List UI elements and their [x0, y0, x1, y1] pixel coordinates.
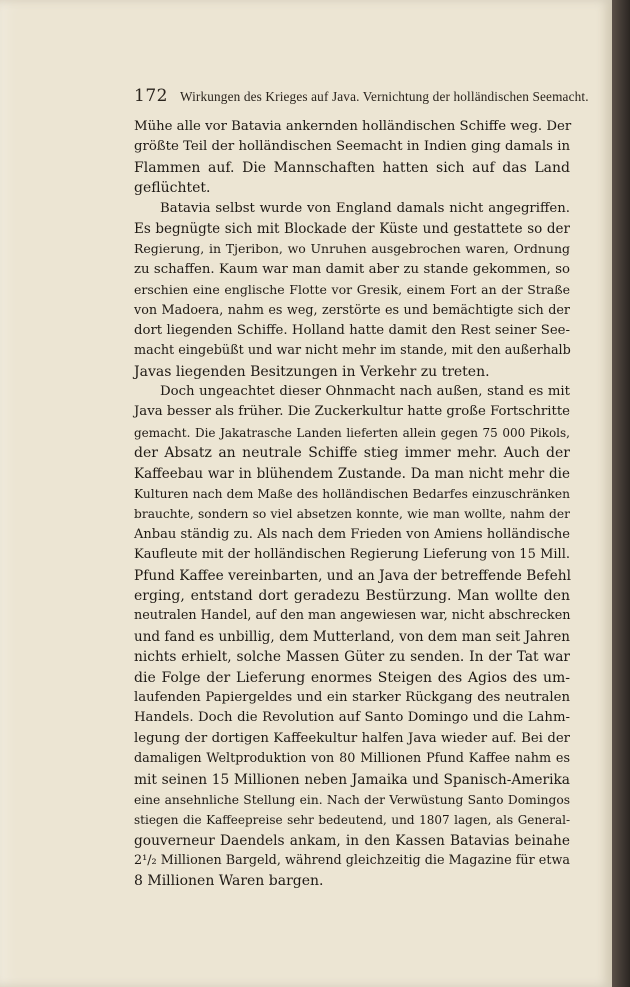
text-line: Mühe alle vor Batavia ankernden holländischen Schiffe weg. Der — [134, 119, 572, 134]
text-line: Kaufleute mit der holländischen Regierung Lieferung von 15 Mill. — [134, 547, 570, 563]
text-line: die Folge der Lieferung enormes Steigen des Agios des um- — [134, 669, 570, 686]
page-number: 172 — [134, 86, 168, 106]
text-line: dort liegenden Schiffe. Holland hatte damit den Rest seiner See- — [134, 322, 570, 338]
text-line: Pfund Kaffee vereinbarten, und an Java der betreffende Befehl — [134, 567, 572, 584]
text-line: Batavia selbst wurde von England damals nicht angegriffen. — [160, 200, 570, 216]
text-line: 8 Millionen Waren bargen. — [134, 873, 324, 890]
text-line: macht eingebüßt und war nicht mehr im stande, mit den außerhalb — [134, 343, 571, 359]
text-line: größte Teil der holländischen Seemacht in Indien ging damals in — [134, 139, 570, 155]
text-line: brauchte, sondern so viel absetzen konnte, wie man wollte, nahm der — [134, 507, 570, 522]
text-line: Handels. Doch die Revolution auf Santo Domingo und die Lahm- — [134, 710, 570, 726]
text-line: und fand es unbillig, dem Mutterland, von dem man seit Jahren — [134, 628, 570, 645]
text-line: geflüchtet. — [134, 180, 211, 197]
text-line: der Absatz an neutrale Schiffe stieg immer mehr. Auch der — [134, 445, 570, 462]
running-title: Wirkungen des Krieges auf Java. Vernichtung der holländischen Seemacht. — [179, 89, 589, 104]
text-line: gemacht. Die Jakatrasche Landen lieferten allein gegen 75 000 Pikols, — [134, 425, 570, 440]
text-line: gouverneur Daendels ankam, in den Kassen Batavias beinahe — [134, 832, 570, 849]
text-line: mit seinen 15 Millionen neben Jamaika und Spanisch-Amerika — [134, 771, 570, 788]
text-line: Kaffeebau war in blühendem Zustande. Da man nicht mehr die — [134, 465, 570, 482]
text-line: legung der dortigen Kaffeekultur halfen Java wieder auf. Bei der — [134, 730, 570, 746]
text-line: Flammen auf. Die Mannschaften hatten sich auf das Land — [134, 159, 570, 176]
text-line: 2¹/₂ Millionen Bargeld, während gleichzeitig die Magazine für etwa — [134, 853, 570, 869]
text-line: Regierung, in Tjeribon, wo Unruhen ausgebrochen waren, Ordnung — [134, 241, 570, 257]
text-line: Doch ungeachtet dieser Ohnmacht nach außen, stand es mit — [160, 384, 570, 400]
page-header — [134, 86, 589, 110]
text-line: Javas liegenden Besitzungen in Verkehr zu treten. — [134, 363, 490, 380]
text-line: stiegen die Kaffeepreise sehr bedeutend, und 1807 lagen, als General- — [134, 813, 570, 828]
text-line: eine ansehnliche Stellung ein. Nach der Verwüstung Santo Domingos — [134, 792, 570, 807]
text-line: laufenden Papiergeldes und ein starker Rückgang des neutralen — [134, 689, 570, 705]
text-line: Kulturen nach dem Maße des holländischen Bedarfes einzuschränken — [134, 487, 570, 502]
text-line: damaligen Weltproduktion von 80 Millionen Pfund Kaffee nahm es — [134, 751, 570, 767]
text-line: Es begnügte sich mit Blockade der Küste und gestattete so der — [134, 220, 570, 237]
body-text — [134, 117, 570, 892]
text-line: von Madoera, nahm es weg, zerstörte es und bemächtigte sich der — [134, 302, 570, 318]
book-gutter — [612, 0, 630, 987]
text-line: zu schaffen. Kaum war man damit aber zu stande gekommen, so — [134, 261, 570, 277]
text-line: nichts erhielt, solche Massen Güter zu senden. In der Tat war — [134, 649, 570, 666]
text-line: erschien eine englische Flotte vor Gresik, einem Fort an der Straße — [134, 282, 570, 298]
text-line: Anbau ständig zu. Als nach dem Frieden von Amiens holländische — [134, 526, 570, 542]
text-line: erging, entstand dort geradezu Bestürzung. Man wollte den — [134, 587, 570, 604]
text-line: neutralen Handel, auf den man angewiesen war, nicht abschrecken — [134, 608, 571, 624]
text-line: Java besser als früher. Die Zuckerkultur hatte große Fortschritte — [134, 404, 570, 420]
